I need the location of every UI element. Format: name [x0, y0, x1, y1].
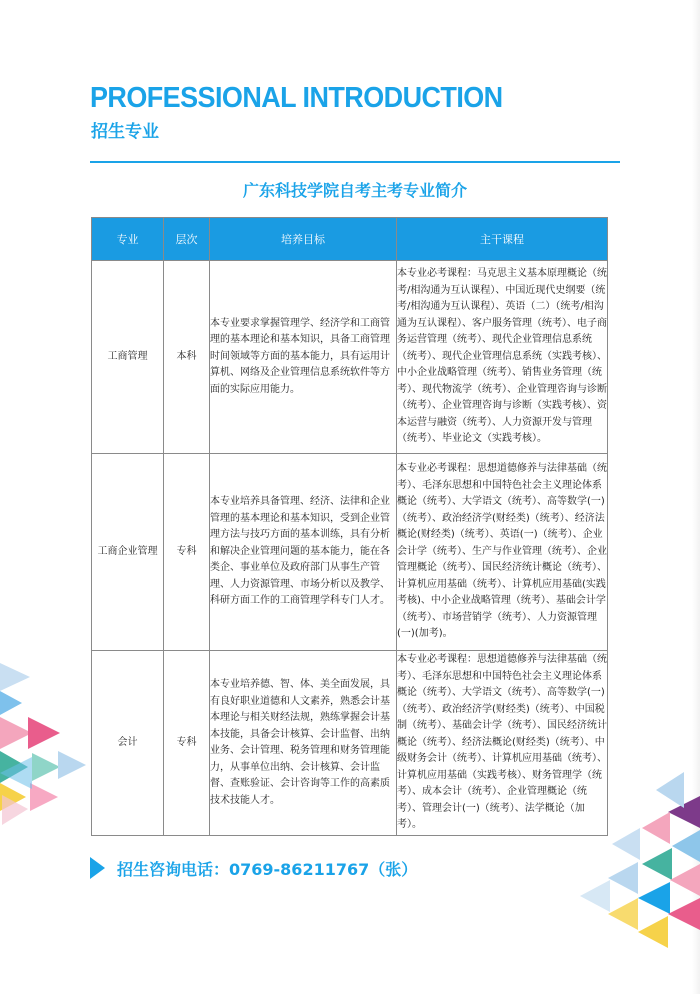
cell-courses: 本专业必考课程：思想道德修养与法律基础（统考）、毛泽东思想和中国特色社会主义理论体系概论（统考）、大学语文（统考）、高等数学(一)（统考）、政治经济学(财经类)（统考）、经济法概论(财经类)（统考）、英语(一)（统考）、企业会计学（统考）、生产与作业管理（统考）、企业管理概论（统考）、国民经济统计概论（统考）、计算机应用基础（统考）、计算机应用基础(实践考核)、中小企业战略管理（统考）、基础会计学（统考）、市场营销学（统考）、人力资源管理(一)(加考)。 [397, 454, 608, 651]
cell-courses: 本专业必考课程：马克思主义基本原理概论（统考/相沟通为互认课程）、中国近现代史纲要（统考/相沟通为互认课程）、英语（二）（统考/相沟通为互认课程）、客户服务管理（统考）、电子商务运营管理（统考）、现代企业管理信息系统（统考）、现代企业管理信息系统（实践考核）、中小企业战略管理（统考）、销售业务管理（统考）、现代物流学（统考）、企业管理咨询与诊断（统考）、企业管理咨询与诊断（实践考核）、资本运营与融资（统考）、人力资源开发与管理（统考）、毕业论文（实践考核）。 [397, 261, 608, 454]
cell-level: 本科 [164, 261, 210, 454]
title-divider [90, 161, 620, 163]
header-major: 专业 [92, 218, 164, 261]
consult-phone [90, 856, 417, 880]
title-chinese: 招生专业 [91, 122, 159, 142]
arrow-icon [90, 857, 105, 879]
table-header-row [92, 218, 608, 261]
right-triangle-decoration [580, 768, 700, 948]
cell-major: 会计 [92, 651, 164, 836]
header-courses: 主干课程 [397, 218, 608, 261]
table-row [92, 454, 608, 651]
cell-goal: 本专业培养具备管理、经济、法律和企业管理的基本理论和基本知识，受到企业管理方法与技巧方面的基本训练，具有分析和解决企业管理问题的基本能力，能在各类企、事业单位及政府部门从事生产管理、人力资源管理、市场分析以及教学、科研方面工作的工商管理学科专门人才。 [210, 454, 397, 651]
header-level: 层次 [164, 218, 210, 261]
cell-goal: 本专业要求掌握管理学、经济学和工商管理的基本理论和基本知识，具备工商管理时间领域等方面的基本能力，具有运用计算机、网络及企业管理信息系统软件等方面的实际应用能力。 [210, 261, 397, 454]
consult-phone-text: 招生咨询电话：0769-86211767（张） [117, 859, 418, 879]
table-title: 广东科技学院自考主考专业简介 [242, 181, 467, 200]
left-triangle-decoration [0, 655, 100, 830]
cell-courses: 本专业必考课程：思想道德修养与法律基础（统考）、毛泽东思想和中国特色社会主义理论体系概论（统考）、大学语文（统考）、高等数学(一)（统考）、政治经济学(财经类)（统考）、中国税制（统考）、基础会计学（统考）、国民经济统计概论（统考）、经济法概论(财经类)（统考）、中级财务会计（统考）、计算机应用基础（统考）、计算机应用基础（实践考核）、财务管理学（统考）、成本会计（统考）、企业管理概论（统考）、管理会计(一)（统考）、法学概论（加考）。 [397, 651, 608, 836]
cell-major: 工商企业管理 [92, 454, 164, 651]
header-goal: 培养目标 [210, 218, 397, 261]
cell-level: 专科 [164, 454, 210, 651]
cell-level: 专科 [164, 651, 210, 836]
table-row [92, 261, 608, 454]
title-english: PROFESSIONAL INTRODUCTION [90, 82, 503, 114]
cell-goal: 本专业培养德、智、体、美全面发展，具有良好职业道德和人文素养，熟悉会计基本理论与相关财经法规，熟练掌握会计基本技能，具备会计核算、会计监督、出纳业务、会计管理、税务管理和财务管理能力，从事单位出纳、会计核算、会计监督、查账验证、会计咨询等工作的高素质技术技能人才。 [210, 651, 397, 836]
cell-major: 工商管理 [92, 261, 164, 454]
majors-table [91, 217, 608, 836]
table-row [92, 651, 608, 836]
